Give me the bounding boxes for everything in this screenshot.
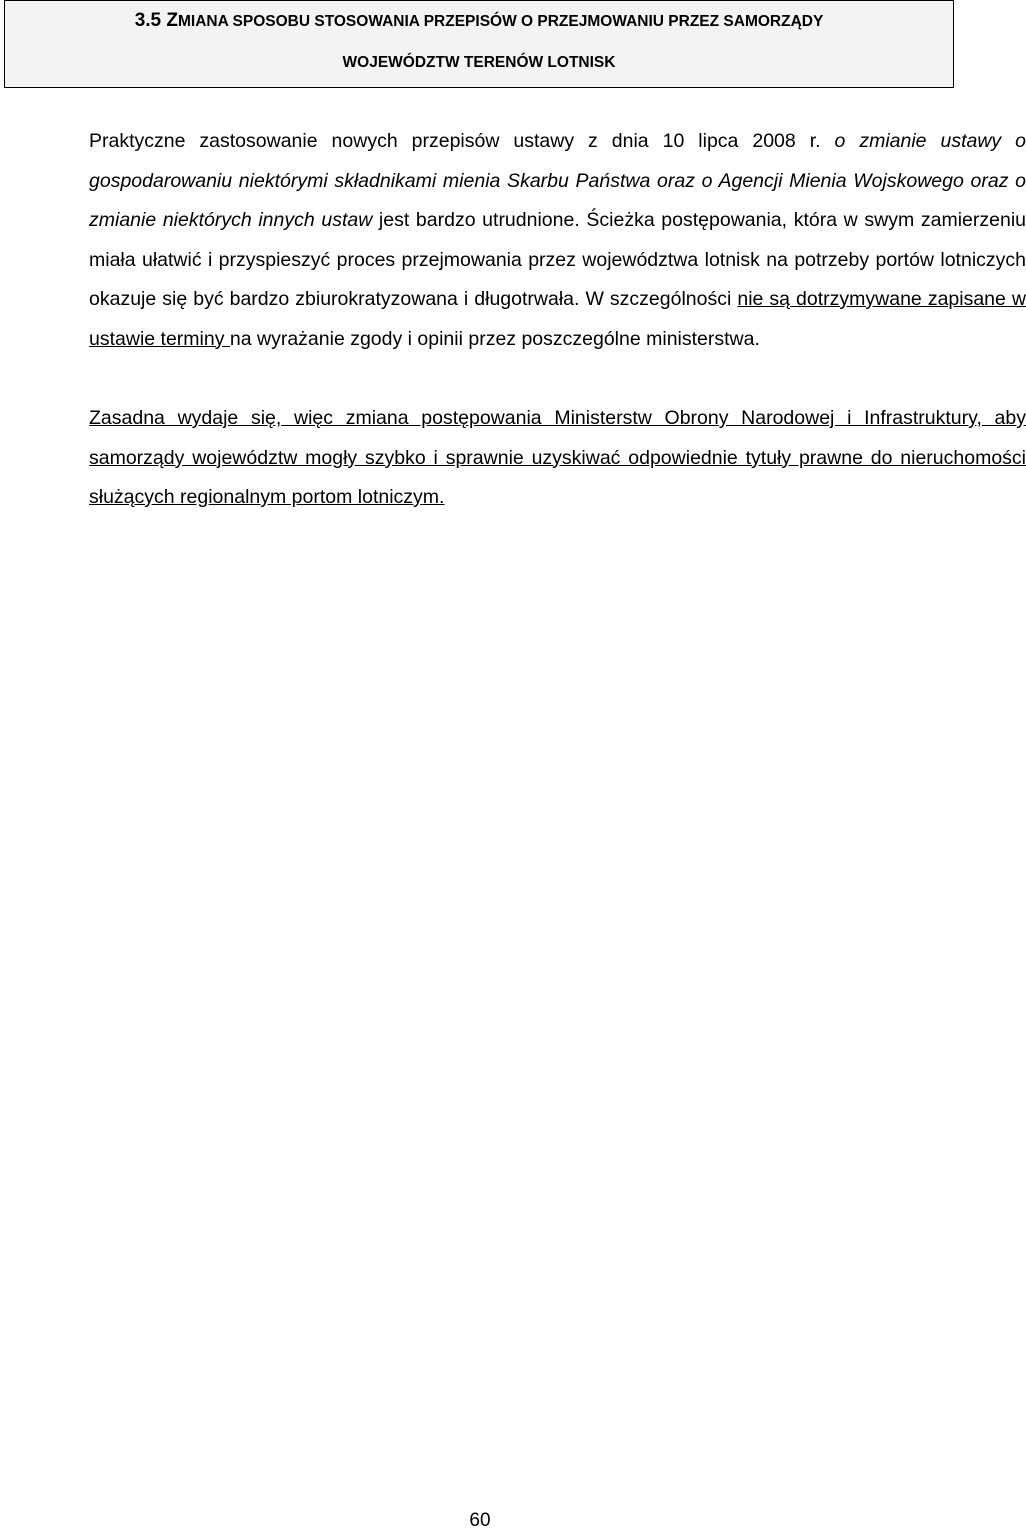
section-number: 3.5 [134,10,167,31]
section-heading-line-2: WOJEWÓDZTW TERENÓW LOTNISK [342,54,616,71]
section-heading-line-1 [5,10,953,32]
section-title-rest: MIANA SPOSOBU STOSOWANIA PRZEPISÓW O PRZEJMOWANIU PRZEZ SAMORZĄDY [178,13,824,30]
paragraph-1-continuation: jest bardzo utrudnione. Ścieżka postępowania, która w swym zamierzeniu miała ułatwić i przyspieszyć proces przejmowania przez województwa lotnisk na potrzeby portów lotniczych okazuje się być bardzo zbiurokratyzowana i długotrwała. W szczególności [89,209,1026,310]
paragraph-1-intro: Praktyczne zastosowanie nowych przepisów ustawy z dnia 10 lipca 2008 r. [89,130,835,152]
paragraph-1-underlined: nie są dotrzymywane zapisane w ustawie terminy [89,288,1026,350]
paragraph-1 [15,122,1026,359]
paragraph-2 [15,399,1026,518]
act-title: o zmianie ustawy o gospodarowaniu niektórymi składnikami mienia Skarbu Państwa oraz o Agencji Mienia Wojskowego oraz o zmianie niektórych innych ustaw [89,130,1026,231]
page-number: 60 [469,1510,491,1531]
paragraph-2-text: Zasadna wydaje się, więc zmiana postępowania Ministerstw Obrony Narodowej i Infrastruktury, aby samorządy województw mogły szybko i sprawnie uzyskiwać odpowiednie tytuły prawne do nieruchomości służących regionalnym portom lotniczym. [89,407,1026,508]
paragraph-1-ending: na wyrażanie zgody i opinii przez poszczególne ministerstwa. [229,327,760,350]
section-title-initial: Z [166,10,178,31]
section-heading-box [4,0,954,88]
